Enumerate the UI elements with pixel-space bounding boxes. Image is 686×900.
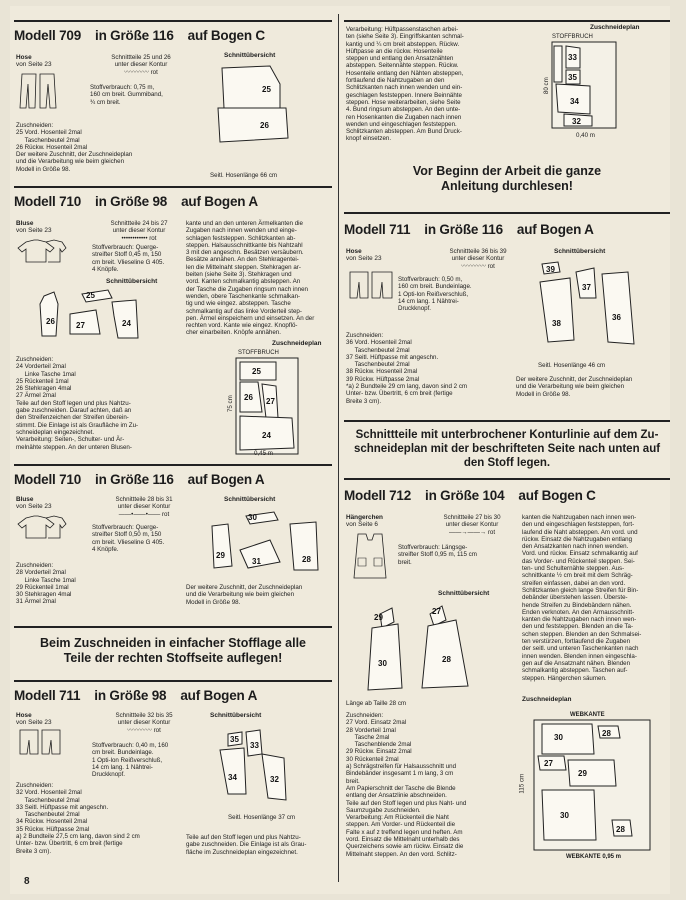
cutting-list: Zuschneiden: 32 Vord. Hosenteil 2mal Taschenbeutel 2mal 33 Seitl. Hüftpasse mit angeschn. Taschenbeutel 2mal 34 Rückw. Hosenteil 2mal 35 Rückw. Hüftpasse 2mal a) 2 Bundteile 27,5 cm lang, davon sind 2 cm Unter- bzw. Übertritt, 6 cm breit (fertige Breite 3 cm).	[16, 782, 140, 855]
model-sheet: auf Bogen A	[187, 472, 265, 487]
pattern-overview-712	[358, 600, 508, 696]
piece-number: 32	[270, 775, 279, 784]
parts-note: Schnittteile 25 und 26 unter dieser Kontur 〰〰〰〰 rot	[111, 54, 171, 76]
cutting-list: Zuschneiden: 36 Vord. Hosenteil 2mal Taschenbeutel 2mal 37 Seitl. Hüftpasse mit angeschn. Taschenbeutel 2mal 38 Rückw. Hosenteil 2mal 39 Rückw. Hüftpasse 2mal *a) 2 Bundteile 29 cm lang, davon sind 2 cm Unter- bzw. Übertritt, 6 cm breit (fertige Breite 3 cm).	[346, 332, 468, 405]
dress-sketch	[350, 532, 390, 580]
parts-note: Schnittteile 24 bis 27 unter dieser Kontur •••••••••••• rot	[110, 220, 168, 242]
piece-number: 28	[442, 655, 451, 664]
trouser-length: Seitl. Hosenlänge 66 cm	[210, 172, 278, 179]
model-709-header	[14, 28, 332, 43]
further-note: Der weitere Zuschnitt, der Zuschneideplan und die Verarbeitung wie beim gleichen Modell in Größe 98.	[516, 376, 633, 398]
red-outline-marker: 〰〰〰〰	[124, 68, 151, 76]
cutting-list: Zuschneiden: 28 Vorderteil 2mal Linke Tasche 1mal 29 Rückenteil 1mal 30 Stehkragen 4mal 31 Ärmel 2mal	[16, 562, 76, 606]
garment-label: Bluse von Seite 23	[16, 220, 52, 235]
shorts-sketch	[18, 728, 62, 756]
piece-number: 30	[248, 513, 257, 522]
fold-label: STOFFBRUCH	[552, 34, 593, 40]
piece-number: 34	[228, 773, 237, 782]
parts-note: Schnittteile 36 bis 39 unter dieser Kontur 〰〰〰〰 rot	[449, 248, 507, 270]
blouse-sketch	[16, 238, 66, 264]
model-size: in Größe 116	[424, 222, 503, 237]
piece-number: 36	[612, 313, 621, 322]
model-711-116-header	[344, 222, 670, 237]
zuschneideplan-label: Zuschneideplan	[590, 24, 640, 31]
piece-number: 37	[582, 283, 591, 292]
piece-number: 35	[568, 73, 577, 82]
pattern-overview-710-116	[204, 510, 324, 574]
piece-number: 32	[572, 117, 581, 126]
model-709-section	[14, 20, 332, 182]
column-divider	[338, 14, 339, 882]
piece-number: 25	[252, 367, 261, 376]
trouser-length: Seitl. Hosenlänge 46 cm	[538, 362, 606, 369]
model-number: Modell 712	[344, 488, 412, 503]
red-outline-marker: ——•——•——	[118, 510, 162, 518]
piece-number: 26	[244, 393, 253, 402]
piece-number: 24	[262, 431, 271, 440]
fabric-usage: Stoffverbrauch: Querge- streifter Stoff 0,45 m, 150 cm breit. Vlieseline G 405. 4 Knöpfe.	[92, 244, 165, 273]
piece-number: 29	[374, 613, 383, 622]
notice-single-layer: Beim Zuschneiden in einfacher Stofflage alle Teile der rechten Stoffseite auflegen!	[14, 626, 332, 666]
parts-note: Schnittteile 28 bis 31 unter dieser Kontur ——•——•—— rot	[115, 496, 173, 518]
model-sheet: auf Bogen C	[187, 28, 265, 43]
fabric-usage: Stoffverbrauch: Querge- streifter Stoff 0,50 m, 150 cm breit. Vlieseline G 405. 4 Knöpfe.	[92, 524, 165, 553]
piece-number: 33	[250, 741, 259, 750]
fabric-usage: Stoffverbrauch: 0,75 m, 160 cm breit. Gummiband, ¾ cm breit.	[90, 84, 163, 106]
piece-number: 30	[560, 811, 569, 820]
model-number: Modell 709	[14, 28, 82, 43]
cutting-layout-711-98	[552, 42, 616, 128]
model-sheet: auf Bogen C	[518, 488, 596, 503]
schnittuebersicht-label: Schnittübersicht	[554, 248, 606, 255]
schnittuebersicht-label: Schnittübersicht	[106, 278, 158, 285]
processing-text: kante und an den unteren Ärmelkanten die Zugaben nach innen wenden und einge- schlagen feststeppen. Schlitzkanten ab- steppen. Halsausschnittkante bis Nahtzahl 3 mit den angeschn. Besätzen versäubern. Besätze annähen. An den Stehkragentei- len die Mittelnaht steppen. Stehkragen ar- beiten (siehe Seite 3). Stehkragen und vord. Kanten schmalkantig absteppen. An der Tasche die Zugaben ringsum nach innen wenden, obere Taschenkante schmalkan- tig und wie eingez. absteppen. Tasche schmalkantig auf das linke Vorderteil step- pen. Ärmel einspeichern und einsetzen. An der rechten vord. Kante wie eingez. Knopflö- cher einarbeiten. Knöpfe annähen.	[186, 220, 315, 337]
model-711-98-section	[14, 680, 332, 878]
garment-label: Hängerchen von Seite 6	[346, 514, 383, 529]
model-size: in Größe 116	[95, 472, 174, 487]
fabric-usage: Stoffverbrauch: 0,50 m, 160 cm breit. Bundeinlage. 1 Opti-lon Reißverschluß, 14 cm lang. 1 Nähtrei- Druckknopf.	[398, 276, 472, 313]
trousers-sketch	[18, 72, 58, 110]
piece-number: 27	[76, 321, 85, 330]
model-size: in Größe 116	[95, 28, 174, 43]
notice-broken-outline: Schnittteile mit unterbrochener Konturlinie auf dem Zu- schneideplan mit der beschrifteten Seite nach unten auf den Stoff legen.	[344, 420, 670, 470]
model-sheet: auf Bogen A	[181, 194, 258, 209]
piece-number: 39	[546, 265, 555, 274]
piece-number: 28	[302, 555, 311, 564]
zuschneideplan-label: Zuschneideplan	[522, 696, 572, 703]
cutting-layout-710-98	[236, 358, 298, 456]
red-outline-marker: 〰〰〰〰	[127, 726, 154, 734]
garment-label: Hose von Seite 23	[346, 248, 382, 263]
selvage-label-top: WEBKANTE	[570, 712, 605, 718]
parts-note: Schnittteile 32 bis 35 unter dieser Kontur 〰〰〰〰 rot	[115, 712, 173, 734]
schnittuebersicht-label: Schnittübersicht	[210, 712, 262, 719]
model-711-98-header	[14, 688, 332, 703]
piece-number: 28	[602, 729, 611, 738]
model-sheet: auf Bogen A	[516, 222, 594, 237]
layout-height: 115 cm	[518, 773, 526, 794]
cutting-list: Zuschneiden: 24 Vorderteil 2mal Linke Tasche 1mal 25 Rückenteil 1mal 26 Stehkragen 4mal 27 Ärmel 2mal Teile auf den Stoff legen und plus Nahtzu- gabe zuschneiden. Darauf achten, daß an den Streifenzeichen der Streifen überein- stimmt. Die Einlage ist als Graufläche im Zu- schneideplan eingezeichnet. Verarbeitung: Seiten-, Schulter- und Är- melnähte steppen. An der unteren Blusen-	[16, 356, 139, 451]
model-711-116-section	[344, 212, 670, 420]
layout-height: 75 cm	[226, 395, 234, 413]
piece-number: 38	[552, 319, 561, 328]
pattern-overview-709	[210, 64, 320, 144]
piece-number: 27	[544, 759, 553, 768]
red-outline-marker: ——→——→	[448, 528, 488, 536]
model-sheet: auf Bogen A	[180, 688, 258, 703]
schnittuebersicht-label: Schnittübersicht	[224, 52, 276, 59]
piece-number: 31	[252, 557, 261, 566]
pattern-overview-711-116	[524, 258, 644, 348]
parts-note: Schnittteile 27 bis 30 unter dieser Kontur ——→——→ rot	[443, 514, 501, 536]
piece-number: 33	[568, 53, 577, 62]
red-outline-marker: 〰〰〰〰	[461, 262, 488, 270]
layout-height: 80 cm	[542, 77, 550, 95]
model-number: Modell 711	[344, 222, 411, 237]
pattern-overview-711-98	[210, 724, 300, 814]
model-710-98-section	[14, 186, 332, 460]
piece-number: 34	[570, 97, 579, 106]
cutting-list: Zuschneiden: 27 Vord. Einsatz 2mal 28 Vorderteil 1mal Tasche 2mal Taschenblende 2mal 29 Rückw. Einsatz 2mal 30 Rückenteil 2mal a) Schrägstreifen für Halsausschnitt und Bindebänder insgesamt 1 m lang, 3 cm breit. Am Papierschnitt der Tasche die Blende entlang der Ansatzlinie abschneiden. Teile auf den Stoff legen und plus Naht- und Saumzugabe zuschneiden. Verarbeitung: Am Rückenteil die Naht steppen. Am Vorder- und Rückenteil die Falte x auf z treffend legen und heften. Am vord. Einsatz die Mittelnaht unterhalb des Querzeichens sowie am rückw. Einsatz die Mittelnaht steppen. An den vord. Schlitz-	[346, 712, 467, 858]
garment-label: Bluse von Seite 23	[16, 496, 52, 511]
cutting-layout-712	[534, 720, 650, 850]
layout-note: Teile auf den Stoff legen und plus Nahtzu- gabe zuschneiden. Die Einlage ist als Grau- fläche im Zuschneideplan eingezeichnet.	[186, 834, 307, 856]
pattern-overview-710-98	[26, 286, 136, 346]
layout-width: 0,40 m	[576, 132, 595, 139]
garment-label: Hose von Seite 23	[16, 54, 52, 69]
zuschneideplan-label: Zuschneideplan	[272, 340, 322, 347]
schnittuebersicht-label: Schnittübersicht	[224, 496, 276, 503]
schnittuebersicht-label: Schnittübersicht	[438, 590, 490, 597]
magazine-page	[10, 6, 670, 894]
piece-number: 27	[432, 607, 441, 616]
piece-number: 25	[86, 291, 95, 300]
piece-number: 27	[266, 397, 275, 406]
model-number: Modell 710	[14, 194, 82, 209]
model-711-processing-section	[344, 20, 670, 142]
trouser-length: Seitl. Hosenlänge 37 cm	[228, 814, 296, 821]
page-number: 8	[24, 876, 30, 887]
processing-text: kanten die Nahtzugaben nach innen wen- den und eingeschlagen feststeppen, fort- laufend die Naht absteppen. Am vord. und rückw. Einsatz die Nahtzugaben entlang den Ansatzkanten nach innen wenden. Vord. und rückw. Einsatz schmalkantig auf das Vorder- und Rückenteil steppen. Sei- ten- und Schulternähte steppen. Aus- schnittkante ½ cm breit mit dem Schräg- streifen einfassen, dabei an den vord. Schlitzkanten gleich lange Streifen für Bin- debänder überstehen lassen. Überste- hende Streifen zu Bindebändern nähen. Enden verknoten. An den Armausschnitt- kanten die Nahtzugaben nach innen wen- den und feststeppen. Blenden an die Ta- schen steppen. Blenden an den Schmalsei- ten verstürzen, fortlaufend die Zugaben der seitl. und unteren Taschenkanten nach innen wenden. Blenden innen eingeschla- gen auf die Ansatznaht nähen. Blenden schmalkantig absteppen. Taschen auf- steppen. Hängerchen säumen.	[522, 514, 642, 682]
piece-number: 29	[578, 769, 587, 778]
model-number: Modell 711	[14, 688, 81, 703]
red-outline-marker: ••••••••••••	[121, 234, 150, 242]
piece-number: 24	[122, 319, 131, 328]
blouse-sketch	[16, 514, 66, 540]
model-710-98-header	[14, 194, 332, 209]
piece-number: 35	[230, 735, 239, 744]
selvage-label-bottom: WEBKANTE 0,95 m	[566, 854, 622, 860]
model-size: in Größe 98	[94, 688, 167, 703]
garment-label: Hose von Seite 23	[16, 712, 52, 727]
fabric-usage: Stoffverbrauch: 0,40 m, 160 cm breit. Bundeinlage. 1 Opti-lon Reißverschluß, 14 cm lang. 1 Nähtrei- Druckknopf.	[92, 742, 169, 779]
model-710-116-section	[14, 464, 332, 622]
model-712-section	[344, 478, 670, 880]
piece-number: 25	[262, 85, 271, 94]
further-note: Der weitere Zuschnitt, der Zuschneideplan und die Verarbeitung wie beim gleichen Modell in Größe 98.	[186, 584, 303, 606]
piece-number: 30	[378, 659, 387, 668]
cutting-list: Zuschneiden: 25 Vord. Hosenteil 2mal Taschenbeutel 2mal 26 Rückw. Hosenteil 2mal Der weitere Zuschnitt, der Zuschneideplan und die Verarbeitung wie beim gleichen Modell in Größe 98.	[16, 122, 133, 173]
layout-width: 0,45 m	[254, 450, 273, 457]
model-size: in Größe 98	[95, 194, 168, 209]
dress-length: Länge ab Taille 28 cm	[346, 700, 407, 707]
model-size: in Größe 104	[425, 488, 505, 503]
model-712-header	[344, 488, 670, 503]
fold-label: STOFFBRUCH	[238, 350, 279, 356]
piece-number: 29	[216, 551, 225, 560]
piece-number: 30	[554, 733, 563, 742]
piece-number: 26	[260, 121, 269, 130]
shorts-sketch	[348, 270, 394, 300]
piece-number: 26	[46, 317, 55, 326]
processing-text: Verarbeitung: Hüftpassenstaschen arbei- ten (siehe Seite 3). Eingriffskanten schmal- kantig und ¼ cm breit absteppen. Rückw. Hüftpasse an die rückw. Hosenteile steppen und entlang den Ansatznähten absteppen. Seitennähte steppen. Rückw. Hosenteile entlang den Nähten absteppen, fortlaufend die Nahtzugaben an den Schlitzkanten nach innen wenden und ein- geschlagen feststeppen. Innere Beinnähte steppen. Hose weiterarbeiten, siehe Seite 4. Bund ringsum absteppen. An den unte- ren Hosenkanten die Zugaben nach innen wenden und eingeschlagen feststeppen. Schlitzkanten absteppen. Am Bund Druck- knopf einsetzen.	[346, 26, 464, 142]
piece-number: 28	[616, 825, 625, 834]
model-710-116-header	[14, 472, 332, 487]
fabric-usage: Stoffverbrauch: Längsge- streifter Stoff 0,95 m, 115 cm breit.	[398, 544, 477, 566]
model-number: Modell 710	[14, 472, 82, 487]
notice-read-instructions: Vor Beginn der Arbeit die ganze Anleitung durchlesen!	[412, 164, 602, 193]
